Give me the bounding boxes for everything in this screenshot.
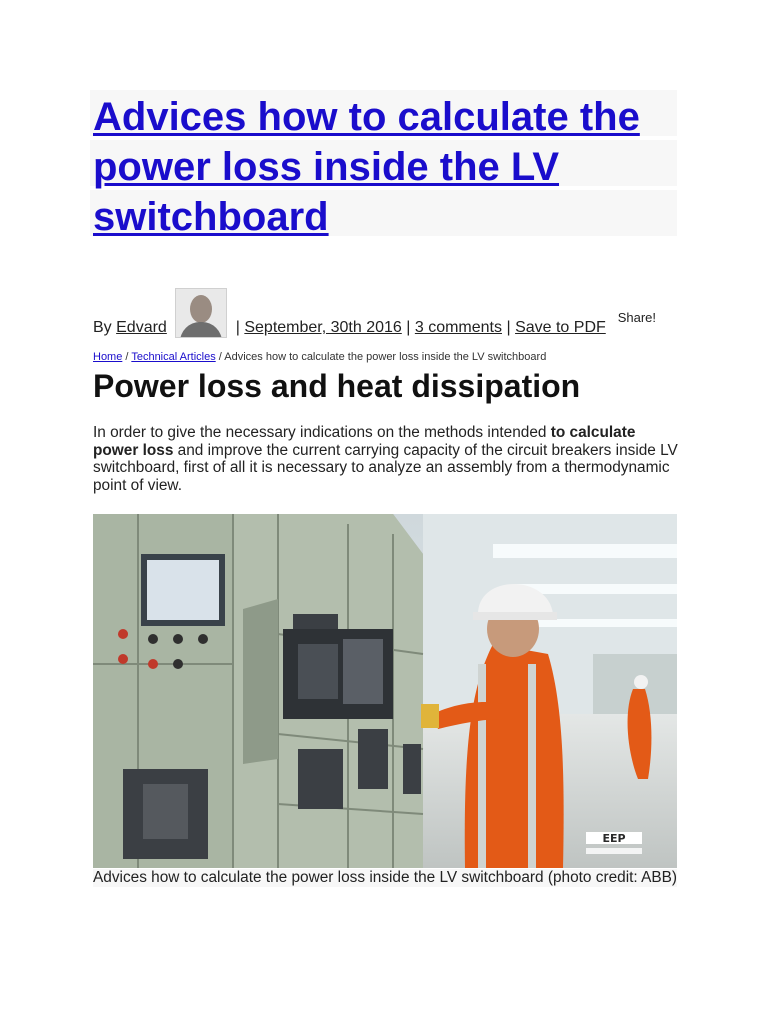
author-link[interactable]: Edvard	[116, 319, 167, 336]
paragraph-text: In order to give the necessary indications on the methods intended	[93, 424, 551, 441]
photo-caption: Advices how to calculate the power loss inside the LV switchboard (photo credit: ABB)	[93, 869, 678, 886]
date-link[interactable]: September, 30th 2016	[244, 319, 402, 336]
byline-prefix: By	[93, 319, 112, 336]
breadcrumb-technical-articles[interactable]: Technical Articles	[131, 351, 216, 363]
share-button[interactable]: Share!	[617, 310, 656, 325]
byline-separator: |	[406, 319, 411, 336]
intro-paragraph	[93, 424, 683, 494]
article-title	[93, 92, 677, 242]
paragraph-bold-text: to calculate power loss	[93, 424, 636, 459]
switchboard-photo-illustration	[93, 514, 677, 868]
comments-link[interactable]: 3 comments	[414, 319, 502, 336]
breadcrumb-home[interactable]: Home	[93, 351, 123, 363]
eep-logo-text: EEP	[602, 832, 626, 845]
breadcrumb	[93, 351, 693, 363]
byline-separator: |	[235, 319, 240, 336]
breadcrumb-current: Advices how to calculate the power loss inside the LV switchboard	[224, 351, 547, 363]
breadcrumb-separator: /	[218, 351, 222, 363]
paragraph-text: and improve the current carrying capacity of the circuit breakers inside LV switchboard, first of all it is necessary to analyze an assembly from a thermodynamic point of view.	[93, 441, 678, 494]
section-heading: Power loss and heat dissipation	[93, 368, 581, 404]
article-photo	[93, 514, 677, 868]
breadcrumb-separator: /	[125, 351, 129, 363]
byline-separator: |	[506, 319, 511, 336]
save-to-pdf-link[interactable]: Save to PDF	[515, 319, 606, 336]
article-title-link[interactable]: Advices how to calculate the power loss inside the LV switchboard	[93, 95, 640, 239]
